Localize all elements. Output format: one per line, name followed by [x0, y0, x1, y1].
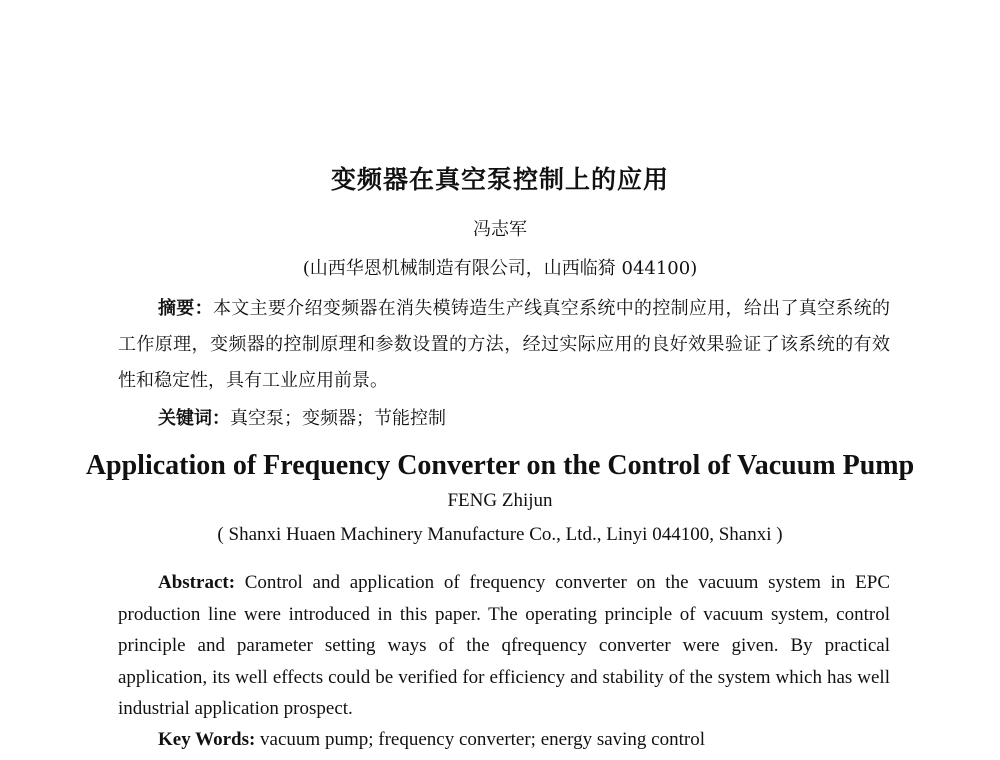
- english-abstract-text: Control and application of frequency converter on the vacuum system in EPC production line were introduced in this paper. The operating principle of vacuum system, control principle and parameter setting ways of the qfrequency converter were given. By practical application, its well effects could be verified for efficiency and stability of the system which has well industrial application prospect.: [118, 572, 890, 719]
- chinese-title: 变频器在真空泵控制上的应用: [330, 165, 669, 194]
- english-abstract-label: Abstract:: [158, 572, 236, 593]
- chinese-keywords-text: 真空泵；变频器；节能控制: [230, 408, 446, 429]
- english-title: Application of Frequency Converter on the Control of Vacuum Pump: [85, 450, 915, 481]
- chinese-affiliation: (山西华恩机械制造有限公司，山西临猗 044100): [302, 258, 698, 279]
- chinese-keywords: [158, 405, 446, 433]
- chinese-keywords-label: 关键词：: [158, 408, 230, 429]
- english-affiliation: ( Shanxi Huaen Machinery Manufacture Co., Ltd., Linyi 044100, Shanxi ): [217, 524, 783, 545]
- chinese-author: 冯志军: [473, 219, 527, 240]
- chinese-abstract: [118, 291, 890, 399]
- chinese-abstract-label: 摘要：: [158, 298, 213, 319]
- english-keywords-text: vacuum pump; frequency converter; energy saving control: [255, 729, 705, 750]
- english-keywords-label: Key Words:: [158, 729, 256, 750]
- english-keywords: [158, 727, 705, 753]
- english-abstract: [118, 567, 890, 725]
- english-author: FENG Zhijun: [447, 490, 553, 511]
- chinese-abstract-text: 本文主要介绍变频器在消失模铸造生产线真空系统中的控制应用，给出了真空系统的工作原理，变频器的控制原理和参数设置的方法，经过实际应用的良好效果验证了该系统的有效性和稳定性，具有工业应用前景。: [118, 298, 891, 391]
